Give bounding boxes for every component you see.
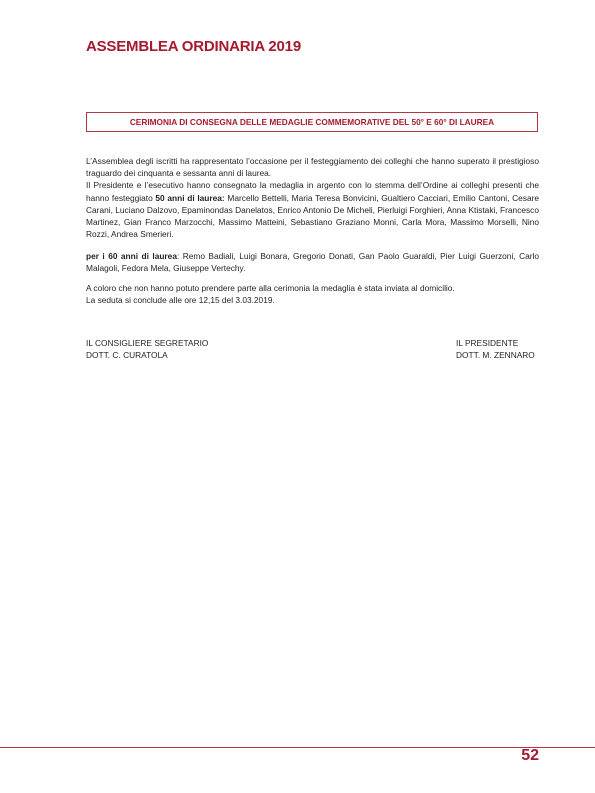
label-50-years: 50 anni di laurea: [155, 192, 225, 203]
president-role: IL PRESIDENTE [456, 338, 519, 348]
paragraph-50-years [86, 179, 539, 240]
paragraph-celebration [86, 155, 539, 240]
paragraph-intro: L’Assemblea degli iscritti ha rappresentato l’occasione per il festeggiamento dei colleghi che hanno superato il prestigioso traguardo dei cinquanta e sessanta anni di laurea. [86, 156, 539, 179]
signature-president [456, 337, 535, 361]
secretary-role: IL CONSIGLIERE SEGRETARIO [86, 338, 209, 348]
section-heading: CERIMONIA DI CONSEGNA DELLE MEDAGLIE COMMEMORATIVE DEL 50° E 60° DI LAUREA [129, 117, 495, 127]
president-name: DOTT. M. ZENNARO [456, 350, 535, 361]
footer-divider [0, 747, 595, 748]
section-heading-box [86, 112, 538, 132]
names-60-years: : Remo Badiali, Luigi Bonara, Gregorio Donati, Gan Paolo Guaraldi, Pier Luigi Guerzoni, Carlo Malagoli, Fedora Mela, Giuseppe Vertechy. [86, 251, 540, 274]
paragraph-60-years [86, 250, 539, 274]
paragraph-closing [86, 282, 539, 306]
signature-secretary [86, 337, 208, 361]
page-title: ASSEMBLEA ORDINARIA 2019 [86, 38, 301, 55]
secretary-name: DOTT. C. CURATOLA [86, 350, 168, 361]
closing-line-session: La seduta si conclude alle ore 12,15 del 3.03.2019. [86, 295, 275, 306]
label-60-years: per i 60 anni di laurea [86, 251, 177, 261]
names-50-years: Marcello Bettelli, Maria Teresa Bonvicini, Gualtiero Cacciari, Emilio Cantoni, Cesare Carani, Luciano Dalzovo, Epaminondas Danelatos, Enrico Antonio De Micheli, Pierluigi Forghieri, Anna Ktistaki, Francesco Martinez, Gian Franco Marzocchi, Massimo Matteini, Sebastiano Graziano Monni, Carla Mora, Massimo Morselli, Nino Rozzi, Andrea Smerieri. [86, 192, 539, 240]
closing-line-absent: A coloro che non hanno potuto prendere parte alla cerimonia la medaglia è stata inviata al domicilio. [86, 283, 455, 293]
paragraph-50-intro: Il Presidente e l’esecutivo hanno consegnato la medaglia in argento con lo stemma dell’Ordine ai colleghi presenti che hanno festeggiato [86, 180, 539, 203]
page-number: 52 [521, 747, 539, 764]
